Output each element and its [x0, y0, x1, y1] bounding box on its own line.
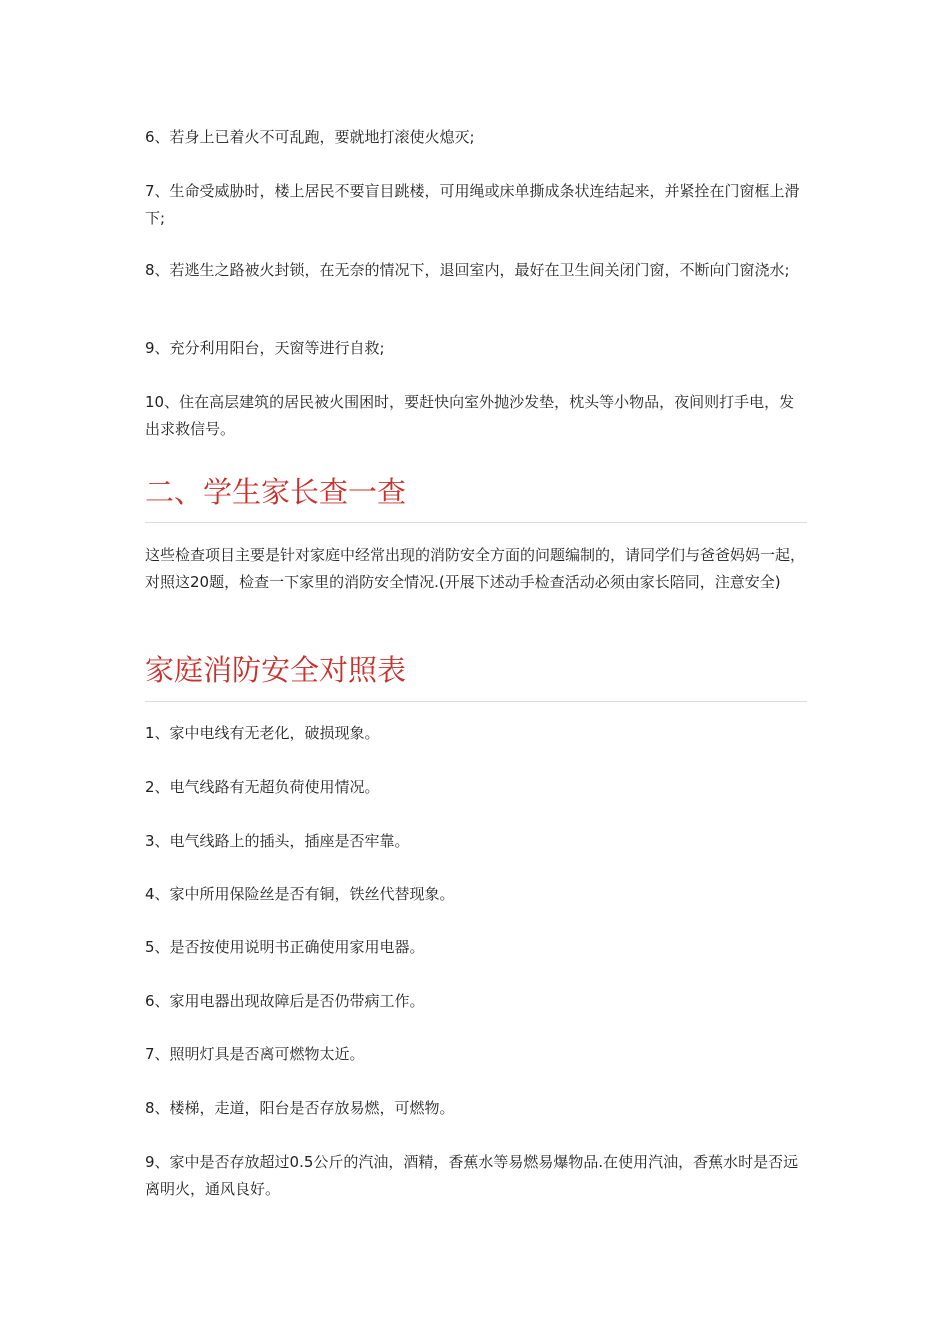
heading-divider	[145, 701, 807, 702]
escape-tip-7: 7、生命受威胁时，楼上居民不要盲目跳楼，可用绳或床单撕成条状连结起来，并紧拴在门窗框上滑下;	[145, 182, 800, 227]
checklist-item-1: 1、家中电线有无老化，破损现象。	[145, 724, 380, 742]
checklist-item-7: 7、照明灯具是否离可燃物太近。	[145, 1045, 365, 1063]
escape-tip-6: 6、若身上已着火不可乱跑，要就地打滚使火熄灭;	[145, 128, 475, 146]
checklist-item-6: 6、家用电器出现故障后是否仍带病工作。	[145, 992, 425, 1010]
checklist-item-8: 8、楼梯，走道，阳台是否存放易燃，可燃物。	[145, 1099, 455, 1117]
checklist-item-9: 9、家中是否存放超过0.5公斤的汽油，酒精，香蕉水等易燃易爆物品.在使用汽油，香蕉水时是否远离明火，通风良好。	[145, 1153, 799, 1198]
escape-tip-10: 10、住在高层建筑的居民被火围困时，要赶快向室外抛沙发垫，枕头等小物品，夜间则打手电，发出求救信号。	[145, 393, 795, 438]
checklist-item-2: 2、电气线路有无超负荷使用情况。	[145, 778, 380, 796]
checklist-item-5: 5、是否按使用说明书正确使用家用电器。	[145, 938, 425, 956]
checklist-item-4: 4、家中所用保险丝是否有铜，铁丝代替现象。	[145, 885, 455, 903]
checklist-item-3: 3、电气线路上的插头，插座是否牢靠。	[145, 832, 410, 850]
section-heading-checklist: 家庭消防安全对照表	[145, 653, 407, 687]
escape-tip-8: 8、若逃生之路被火封锁，在无奈的情况下，退回室内，最好在卫生间关闭门窗，不断向门窗浇水;	[145, 261, 790, 279]
section-intro: 这些检查项目主要是针对家庭中经常出现的消防安全方面的问题编制的，请同学们与爸爸妈妈一起，对照这20题，检查一下家里的消防安全情况.(开展下述动手检查活动必须由家长陪同，注意安全)	[145, 546, 806, 591]
section-heading-parents-check: 二、学生家长查一查	[145, 475, 407, 509]
heading-divider	[145, 522, 807, 523]
escape-tip-9: 9、充分利用阳台，天窗等进行自救;	[145, 339, 385, 357]
